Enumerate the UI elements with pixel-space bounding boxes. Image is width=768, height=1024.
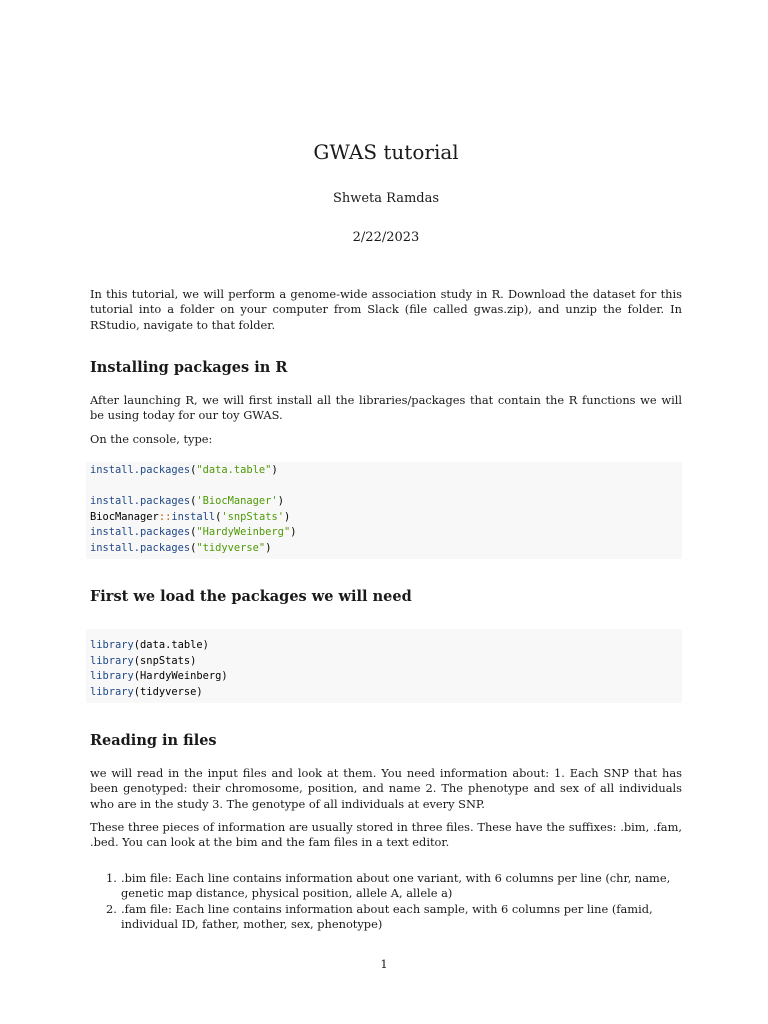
code-line [90,510,678,526]
list-item-text: .fam file: Each line contains information about each sample, with 6 columns per line (famid, individual ID, father, mother, sex, phenotype) [121,901,653,931]
code-token: install.packages [90,495,191,507]
section-heading-load-packages: First we load the packages we will need [90,588,412,605]
code-token: (HardyWeinberg) [133,670,228,682]
code-token: library [90,654,134,667]
code-token: BiocManager [90,510,159,523]
code-token: "HardyWeinberg" [196,526,291,538]
installing-paragraph: After launching R, we will first install all the libraries/packages that contain the R functions we will be using today for our toy GWAS. [90,393,682,423]
code-token: "data.table" [196,464,272,476]
list-item-number: 2. [106,901,117,916]
code-token: ( [190,541,197,554]
code-line [90,685,678,701]
code-line [90,541,678,557]
code-token: library [90,639,134,651]
document-title: GWAS tutorial [313,140,459,164]
code-line [90,463,678,479]
code-block-library [86,629,682,703]
list-item [90,902,682,933]
code-token: library [90,685,134,698]
code-token: ) [283,510,291,523]
console-paragraph: On the console, type: [90,432,213,446]
suffix-paragraph: These three pieces of information are usually stored in three files. These have the suffixes: .bim, .fam, .bed. You can look at the bim and the fam files in a text editor. [90,820,682,850]
section-heading-installing-packages: Installing packages in R [90,359,288,376]
page-number: 1 [380,957,388,971]
file-description-list [90,871,682,932]
code-block-install [86,462,682,559]
code-token: ) [277,495,284,507]
code-token: (data.table) [133,639,209,651]
list-item [90,871,682,902]
code-token: install.packages [90,526,191,538]
list-item-text: .bim file: Each line contains information about one variant, with 6 columns per line (chr, name, genetic map distance, physical position, allele A, allele a) [121,871,671,901]
code-token: ( [190,526,197,538]
code-token: (tidyverse) [133,685,203,698]
code-line [90,654,678,670]
code-token: ( [190,495,197,507]
code-token: ) [290,526,297,538]
code-token: library [90,670,134,682]
code-line [90,669,678,685]
code-token: 'BiocManager' [196,495,278,507]
reading-paragraph: we will read in the input files and look at them. You need information about: 1. Each SNP that has been genotyped: their chromosome, position, and name 2. The phenotype and sex of all individuals who are in the study 3. The genotype of all individuals at every SNP. [90,766,682,811]
code-line [90,638,678,654]
code-token: :: [158,510,172,523]
document-author: Shweta Ramdas [332,191,440,206]
code-token: install [171,510,216,523]
code-token: ) [265,541,272,554]
code-token: (snpStats) [133,654,197,667]
code-token: "tidyverse" [196,541,266,554]
code-line [90,479,678,495]
code-token: ( [215,510,222,523]
code-line [90,494,678,510]
code-line [90,525,678,541]
list-item-number: 1. [106,871,117,885]
code-token: 'snpStats' [221,510,284,523]
code-token: install.packages [90,541,191,554]
section-heading-reading-files: Reading in files [90,732,217,749]
code-token: install.packages [90,464,191,476]
code-token: ( [190,464,197,476]
document-date: 2/22/2023 [352,230,420,245]
code-token: ) [271,464,278,476]
intro-paragraph: In this tutorial, we will perform a genome-wide association study in R. Download the dataset for this tutorial into a folder on your computer from Slack (file called gwas.zip), and unzip the folder. In RStudio, navigate to that folder. [90,287,682,332]
